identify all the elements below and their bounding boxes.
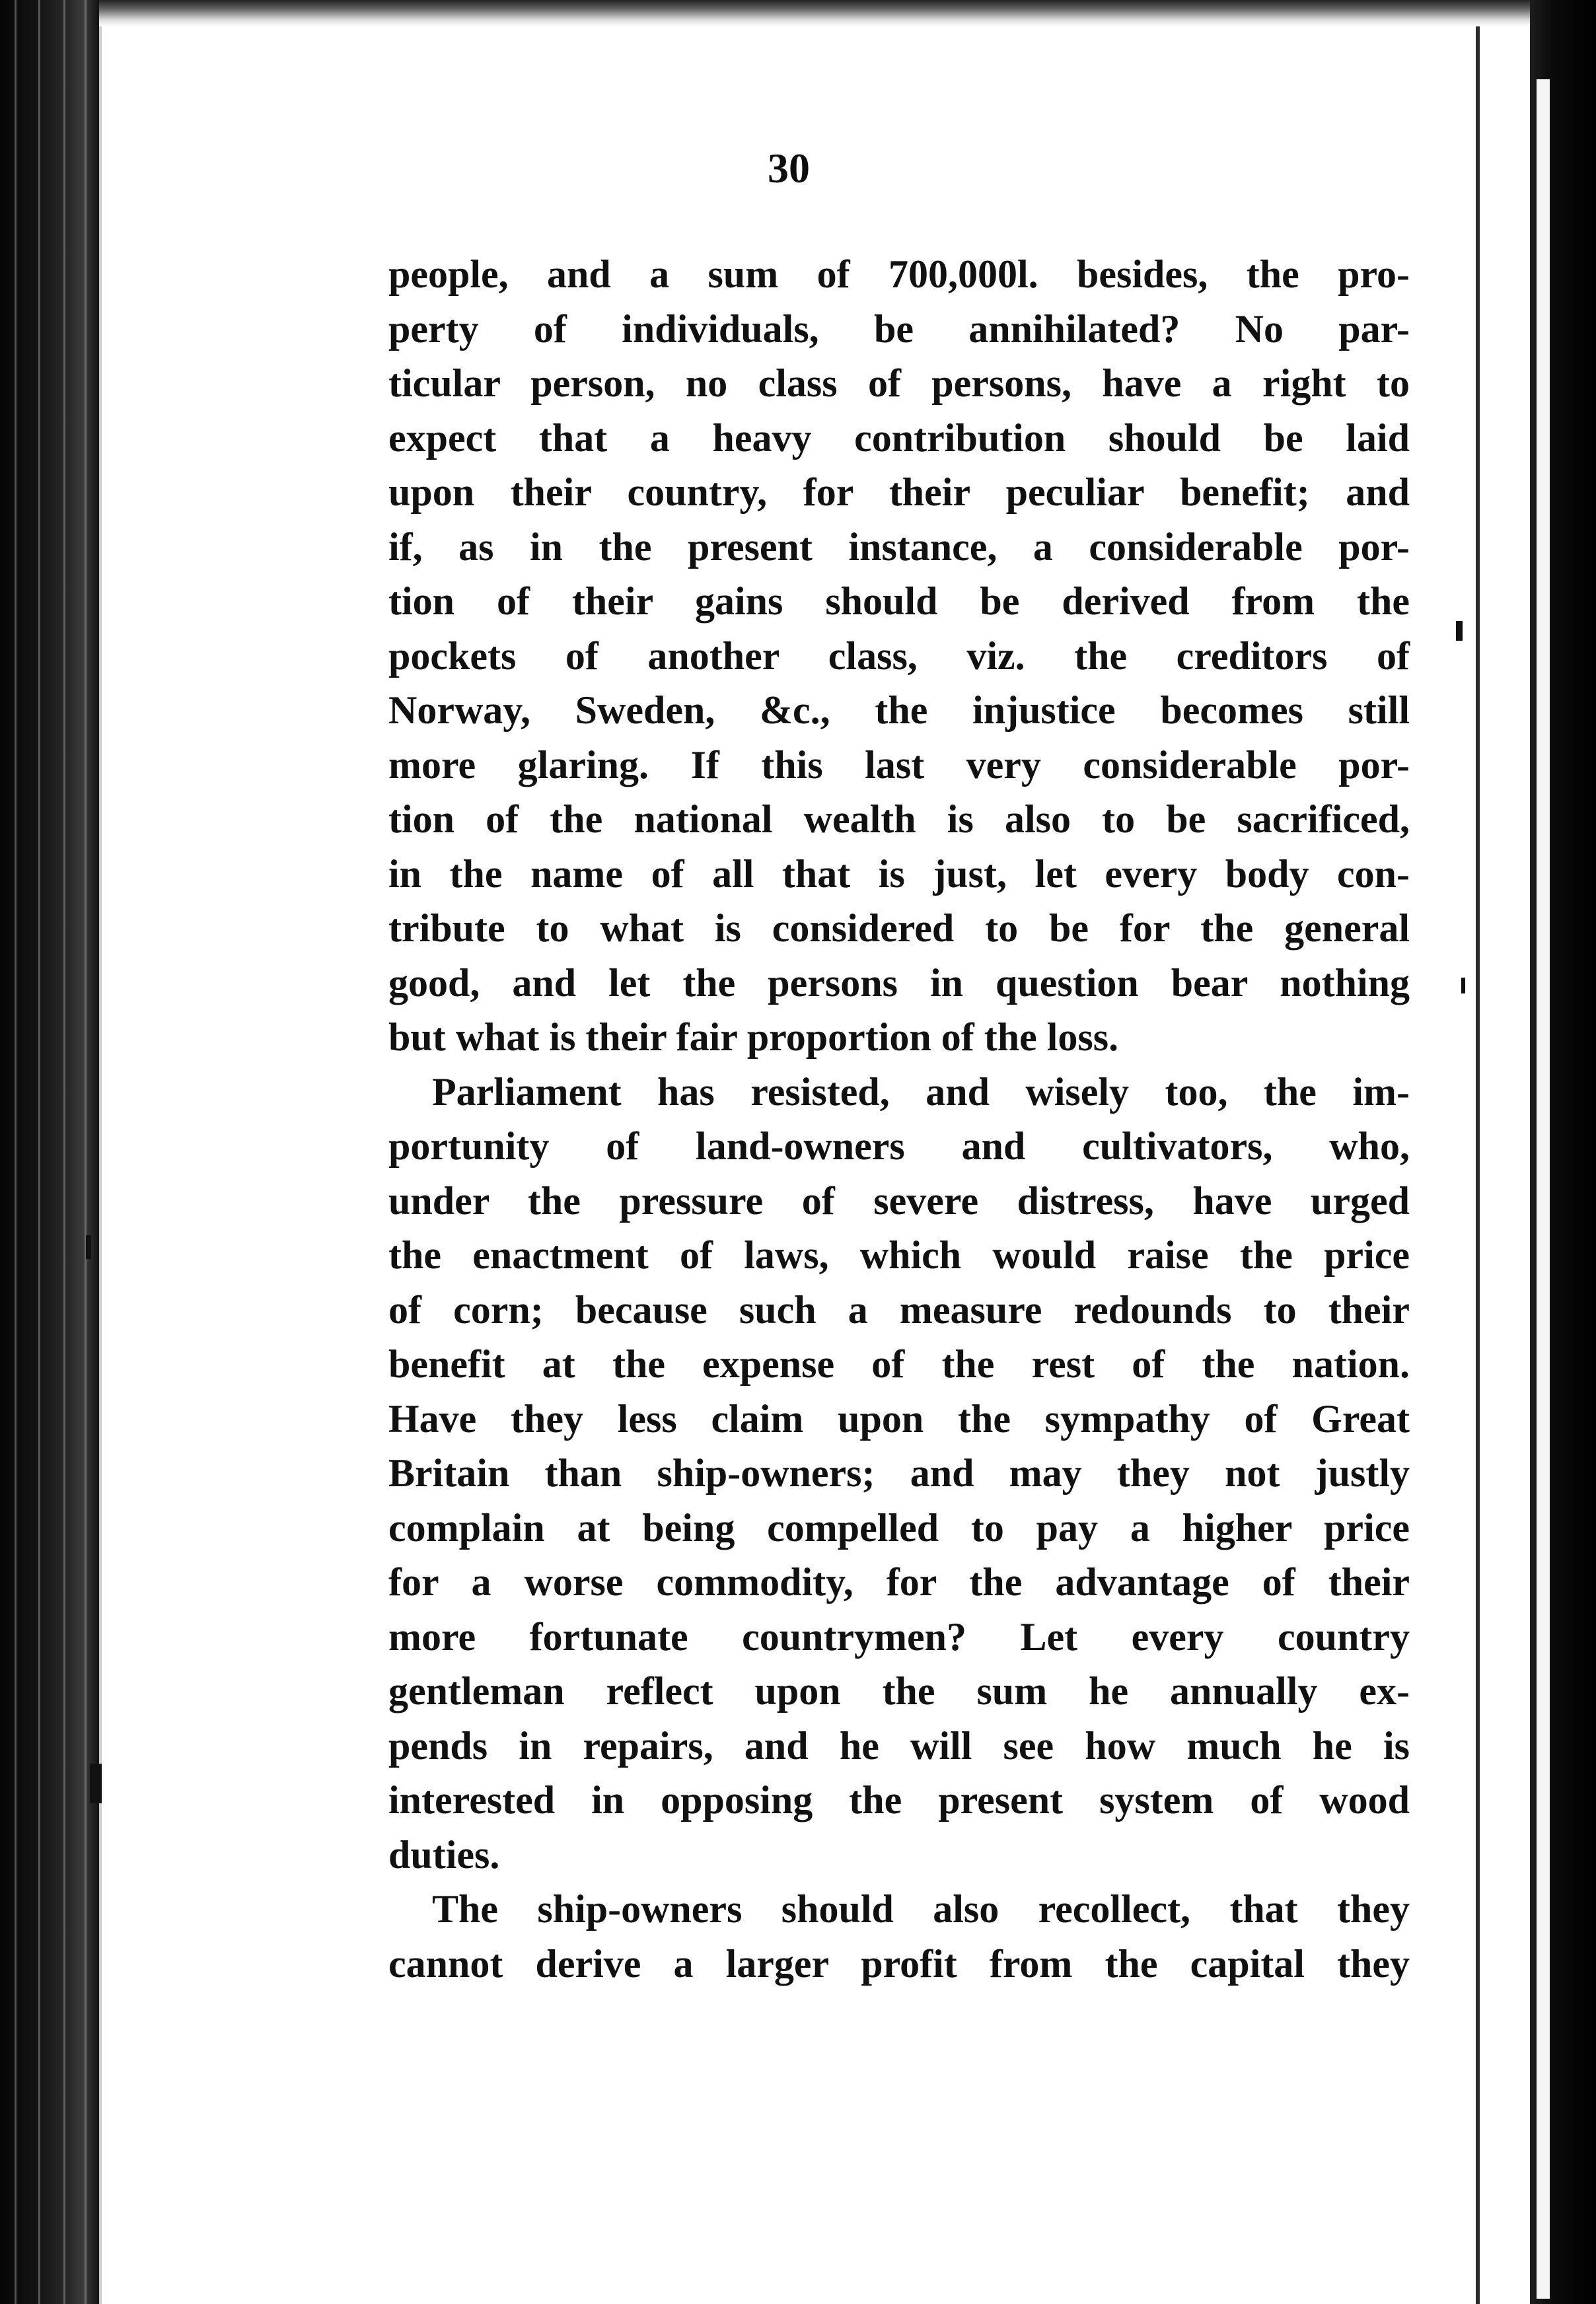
text-line: under the pressure of severe distress, have urged <box>388 1178 1410 1223</box>
margin-speck <box>90 1764 102 1803</box>
paragraph-1 <box>388 247 1410 1065</box>
margin-speck <box>1456 621 1463 641</box>
text-line: upon their country, for their peculiar benefit; and <box>388 470 1410 514</box>
text-line: benefit at the expense of the rest of the nation. <box>388 1342 1410 1386</box>
text-line: duties. <box>388 1832 500 1877</box>
margin-speck <box>86 1235 91 1259</box>
text-line: complain at being compelled to pay a higher price <box>388 1505 1410 1550</box>
text-line: tribute to what is considered to be for the general <box>388 906 1410 950</box>
text-line: the enactment of laws, which would raise the price <box>388 1233 1410 1277</box>
text-line: tion of the national wealth is also to be sacrificed, <box>388 797 1410 841</box>
text-line: of corn; because such a measure redounds to their <box>388 1287 1410 1332</box>
text-line: cannot derive a larger profit from the capital they <box>388 1941 1410 1986</box>
right-page-edge <box>1530 0 1596 2304</box>
text-line: people, and a sum of 700,000l. besides, the pro- <box>388 252 1410 296</box>
text-line: expect that a heavy contribution should be laid <box>388 415 1410 460</box>
text-line: portunity of land-owners and cultivators, who, <box>388 1124 1410 1168</box>
text-line: Parliament has resisted, and wisely too, the im- <box>432 1069 1410 1114</box>
paragraph-3 <box>388 1882 1410 1991</box>
text-line: pockets of another class, viz. the creditors of <box>388 633 1410 678</box>
text-line: Norway, Sweden, &c., the injustice becomes still <box>388 688 1410 732</box>
text-line: for a worse commodity, for the advantage of their <box>388 1560 1410 1604</box>
text-line: The ship-owners should also recollect, that they <box>432 1887 1410 1931</box>
text-line: Britain than ship-owners; and may they not justly <box>388 1451 1410 1495</box>
text-line: tion of their gains should be derived from the <box>388 579 1410 623</box>
margin-speck <box>1461 978 1465 993</box>
text-line: more glaring. If this last very considerable por- <box>388 742 1410 787</box>
text-line: perty of individuals, be annihilated? No par- <box>388 306 1410 351</box>
text-line: if, as in the present instance, a considerable por- <box>388 524 1410 569</box>
text-line: good, and let the persons in question bear nothing <box>388 960 1410 1005</box>
paragraph-2 <box>388 1065 1410 1883</box>
text-line: in the name of all that is just, let every body con- <box>388 851 1410 896</box>
text-line: but what is their fair proportion of the loss. <box>388 1015 1119 1059</box>
body-text <box>388 247 1410 1991</box>
page-number: 30 <box>768 145 810 192</box>
top-edge-shadow <box>99 0 1530 26</box>
text-line: Have they less claim upon the sympathy of Great <box>388 1396 1410 1441</box>
text-line: interested in opposing the present system of wood <box>388 1778 1410 1822</box>
text-line: gentleman reflect upon the sum he annually ex- <box>388 1669 1410 1713</box>
text-line: more fortunate countrymen? Let every country <box>388 1614 1410 1659</box>
text-line: ticular person, no class of persons, have a right to <box>388 361 1410 405</box>
book-binding-edge <box>0 0 99 2304</box>
page-sheet <box>99 26 1480 2304</box>
text-line: pends in repairs, and he will see how much he is <box>388 1723 1410 1768</box>
